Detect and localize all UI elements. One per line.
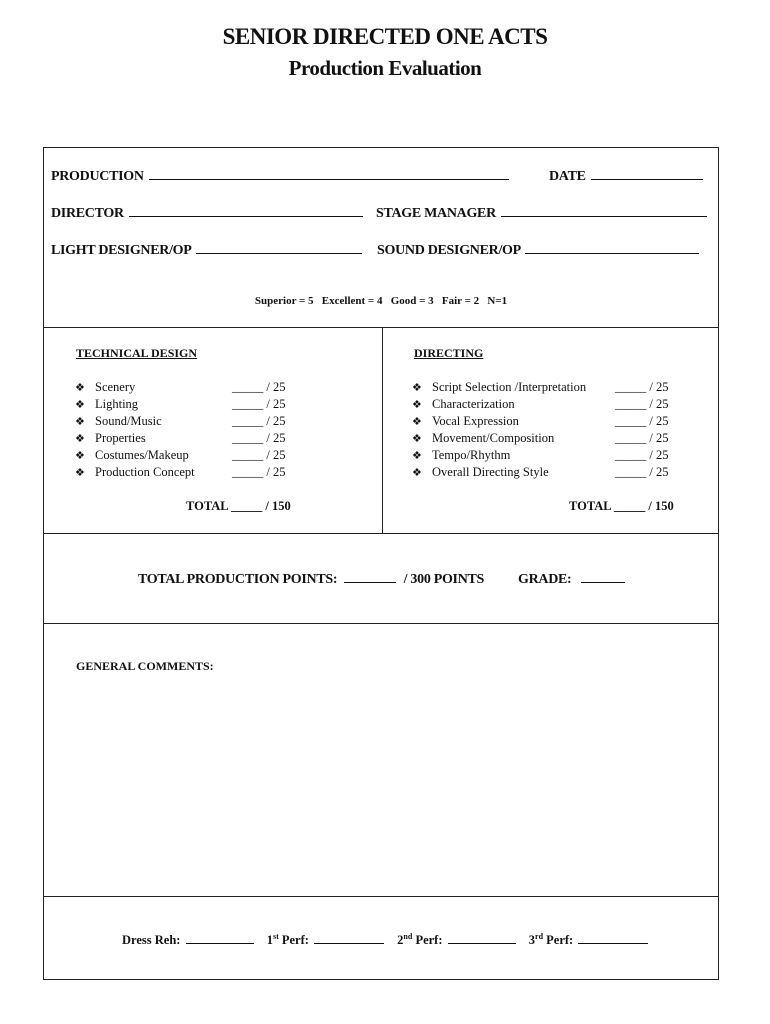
score-field[interactable]: _____ / 25 [615, 397, 669, 411]
grade-row [518, 570, 625, 588]
sound-designer-label: SOUND DESIGNER/OP [377, 243, 521, 258]
item-label: Tempo/Rhythm [432, 448, 511, 462]
item-label: Lighting [95, 397, 139, 411]
light-designer-field[interactable] [196, 241, 362, 254]
general-comments-label: GENERAL COMMENTS: [76, 659, 214, 673]
list-item [75, 413, 375, 430]
score-field[interactable]: _____ / 25 [232, 448, 286, 462]
diamond-bullet-icon: ❖ [412, 382, 422, 394]
evaluation-form [43, 147, 719, 980]
item-label: Characterization [432, 397, 515, 411]
perf2-field[interactable] [448, 931, 516, 944]
item-label: Scenery [95, 380, 136, 394]
page-subtitle: Production Evaluation [288, 56, 482, 80]
perf3-label: 3rd Perf: [528, 931, 574, 947]
list-item [412, 379, 712, 396]
sound-designer-field[interactable] [525, 241, 699, 254]
score-field[interactable]: _____ / 25 [232, 431, 286, 445]
director-field[interactable] [129, 204, 363, 217]
total-points-suffix: / 300 POINTS [403, 572, 485, 587]
dress-rehearsal-label: Dress Reh: [122, 933, 181, 947]
item-label: Sound/Music [95, 414, 162, 428]
divider [44, 623, 718, 624]
grade-label: GRADE: [518, 572, 572, 587]
list-item [75, 447, 375, 464]
total-points-field[interactable] [344, 570, 396, 583]
total-points-row [138, 570, 484, 588]
rating-scale: Superior = 5 Excellent = 4 Good = 3 Fair = 2 N=1 [254, 295, 508, 307]
divider [44, 896, 718, 897]
stage-manager-label: STAGE MANAGER [376, 206, 496, 221]
list-item [412, 413, 712, 430]
date-label: DATE [549, 169, 586, 184]
item-label: Vocal Expression [432, 414, 519, 428]
directing-list [412, 379, 712, 481]
diamond-bullet-icon: ❖ [75, 467, 85, 479]
technical-design-list [75, 379, 375, 481]
page-title: SENIOR DIRECTED ONE ACTS [222, 24, 548, 49]
directing-total[interactable]: TOTAL _____ / 150 [569, 499, 674, 513]
score-field[interactable]: _____ / 25 [232, 380, 286, 394]
diamond-bullet-icon: ❖ [412, 450, 422, 462]
production-field[interactable] [149, 167, 509, 180]
score-field[interactable]: _____ / 25 [615, 448, 669, 462]
item-label: Movement/Composition [432, 431, 555, 445]
list-item [75, 379, 375, 396]
score-field[interactable]: _____ / 25 [615, 414, 669, 428]
score-field[interactable]: _____ / 25 [232, 397, 286, 411]
divider [44, 327, 718, 328]
grade-field[interactable] [581, 570, 625, 583]
diamond-bullet-icon: ❖ [412, 416, 422, 428]
light-designer-label: LIGHT DESIGNER/OP [51, 243, 191, 258]
score-field[interactable]: _____ / 25 [232, 465, 286, 479]
stage-manager-field[interactable] [501, 204, 707, 217]
diamond-bullet-icon: ❖ [412, 433, 422, 445]
total-points-label: TOTAL PRODUCTION POINTS: [138, 572, 338, 587]
director-label: DIRECTOR [51, 206, 124, 221]
performance-row [122, 931, 648, 948]
list-item [412, 430, 712, 447]
date-row [549, 167, 703, 185]
score-field[interactable]: _____ / 25 [615, 380, 669, 394]
list-item [75, 464, 375, 481]
score-field[interactable]: _____ / 25 [615, 431, 669, 445]
item-label: Overall Directing Style [432, 465, 549, 479]
item-label: Properties [95, 431, 146, 445]
directing-title: DIRECTING [414, 346, 484, 360]
diamond-bullet-icon: ❖ [75, 450, 85, 462]
production-label: PRODUCTION [51, 169, 144, 184]
technical-design-title: TECHNICAL DESIGN [76, 346, 198, 360]
list-item [412, 396, 712, 413]
list-item [75, 430, 375, 447]
sound-designer-row [377, 241, 699, 259]
light-designer-row [51, 241, 362, 259]
list-item [75, 396, 375, 413]
director-row [51, 204, 363, 222]
diamond-bullet-icon: ❖ [412, 467, 422, 479]
perf3-field[interactable] [578, 931, 648, 944]
item-label: Production Concept [95, 465, 195, 479]
divider [44, 533, 718, 534]
diamond-bullet-icon: ❖ [75, 416, 85, 428]
list-item [412, 447, 712, 464]
dress-rehearsal-field[interactable] [186, 931, 254, 944]
general-comments-area[interactable] [44, 688, 718, 893]
score-field[interactable]: _____ / 25 [232, 414, 286, 428]
perf1-field[interactable] [314, 931, 384, 944]
column-divider [382, 327, 383, 533]
diamond-bullet-icon: ❖ [75, 399, 85, 411]
diamond-bullet-icon: ❖ [412, 399, 422, 411]
perf1-label: 1st Perf: [266, 931, 309, 947]
production-row [51, 167, 509, 185]
stage-manager-row [376, 204, 707, 222]
item-label: Script Selection /Interpretation [432, 380, 587, 394]
date-field[interactable] [591, 167, 703, 180]
item-label: Costumes/Makeup [95, 448, 189, 462]
diamond-bullet-icon: ❖ [75, 382, 85, 394]
diamond-bullet-icon: ❖ [75, 433, 85, 445]
list-item [412, 464, 712, 481]
perf2-label: 2nd Perf: [397, 931, 443, 947]
technical-design-total[interactable]: TOTAL _____ / 150 [186, 499, 291, 513]
score-field[interactable]: _____ / 25 [615, 465, 669, 479]
